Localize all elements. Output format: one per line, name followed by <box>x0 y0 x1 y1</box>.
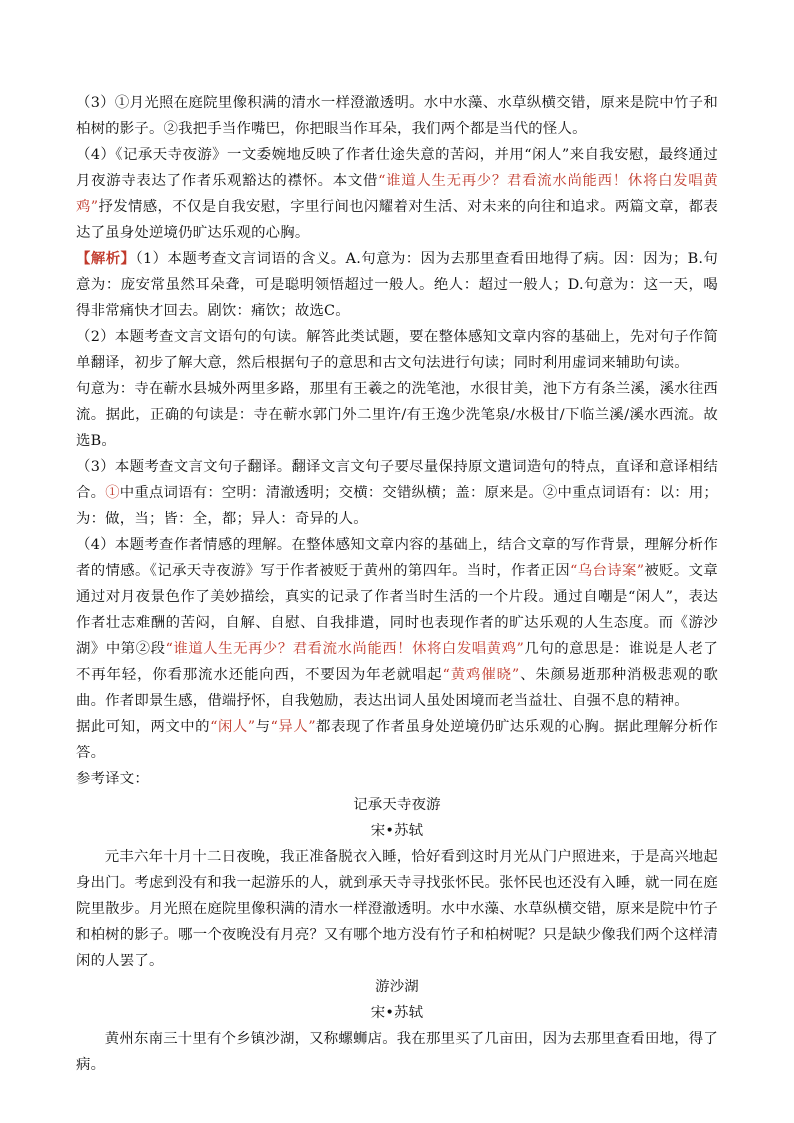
analysis-part4-quote-2: “谁道人生无再少？君看流水尚能西！休将白发唱黄鸡” <box>165 641 525 657</box>
analysis-part4-quote-3: “黄鸡催晓” <box>442 667 520 683</box>
translation-author-2: 宋•苏轼 <box>370 1005 424 1021</box>
analysis-part2: （2）本题考查文言文语句的句读。解答此类试题，要在整体感知文章内容的基础上，先对句子作简单翻译，初步了解大意，然后根据句子的意思和古文句法进行句读；同时利用虚词来辅助句读。 <box>76 329 718 371</box>
analysis-conclusion <box>76 714 718 766</box>
analysis-part1-text: （1）本题考查文言词语的含义。A.句意为：因为去那里查看田地得了病。因：因为；B.句意为：庞安常虽然耳朵聋，可是聪明领悟超过一般人。绝人：超过一般人；D.句意为：这一天，喝得非常痛快才回去。剧饮：痛饮；故选C。 <box>76 251 718 319</box>
analysis-part2-meaning: 句意为：寺在蕲水县城外两里多路，那里有王羲之的洗笔池，水很甘美，池下方有条兰溪，溪水往西流。据此，正确的句读是：寺在蕲水郭门外二里许/有王逸少洗笔泉/水极甘/下临兰溪/溪水西流。故选B。 <box>76 381 718 449</box>
document-body <box>76 90 718 1078</box>
analysis-part4-text-c: 几句的意思是：谁说是人老了不再年轻，你看那流水还能向西，不要因为年老就唱起 <box>76 641 719 683</box>
translation-body-1: 元丰六年十月十二日夜晚，我正准备脱衣入睡，恰好看到这时月光从门户照进来，于是高兴地起身出门。考虑到没有和我一起游乐的人，就到承天寺寻找张怀民。张怀民也还没有入睡，就一同在庭院里散步。月光照在庭院里像积满的清水一样澄澈透明。水中水藻、水草纵横交错，原来是院中竹子和柏树的影子。哪一个夜晚没有月亮？又有哪个地方没有竹子和柏树呢？只是缺少像我们两个这样清闲的人罢了。 <box>76 849 718 969</box>
answer-q4 <box>76 142 718 246</box>
analysis-part4-quote-1: “乌台诗案” <box>570 563 645 579</box>
analysis-part4 <box>76 532 718 714</box>
translation-body-2: 黄州东南三十里有个乡镇沙湖，又称螺蛳店。我在那里买了几亩田，因为去那里查看田地，得了病。 <box>76 1031 718 1073</box>
translation-title-2: 游沙湖 <box>375 979 419 995</box>
translation-title-1: 记承天寺夜游 <box>353 797 441 813</box>
analysis-part3 <box>76 454 718 532</box>
answer-q4-text-b: 抒发情感，不仅是自我安慰，字里行间也闪耀着对生活、对未来的向往和追求。两篇文章，都表达了虽身处逆境仍旷达乐观的心胸。 <box>76 199 718 241</box>
circled-number-1: ① <box>105 485 120 501</box>
analysis-part3-text-b: 中重点词语有：空明：清澈透明；交横：交错纵横；盖：原来是。②中重点词语有：以：用；为：做，当；皆：全，都；异人：奇异的人。 <box>76 485 718 527</box>
analysis-part4-text-d: 、朱颜易逝那种消极悲观的歌曲。作者即景生感，借端抒怀，自我勉励，表达出词人虽处困境而老当益壮、自强不息的精神。 <box>76 667 718 709</box>
analysis-part4-text-b: 被贬。文章通过对月夜景色作了美妙描绘，真实的记录了作者当时生活的一个片段。通过自嘲是“闲人”，表达作者壮志难酬的苦闷，自解、自慰、自我排遣，同时也表现作者的旷达乐观的人生态度。而《游沙湖》中第②段 <box>76 563 718 657</box>
analysis-conclusion-text-b: 与 <box>255 719 271 735</box>
analysis-label: 【解析】 <box>76 250 136 267</box>
reference-translation-label: 参考译文： <box>76 771 149 787</box>
analysis-conclusion-quote-2: “异人” <box>270 719 316 735</box>
translation-author-1: 宋•苏轼 <box>370 823 424 839</box>
answer-q4-text-a: （4）《记承天寺夜游》一文委婉地反映了作者仕途失意的苦闷，并用“闲人”来自我安慰，最终通过月夜游寺表达了作者乐观豁达的襟怀。本文借 <box>76 147 718 189</box>
analysis-part4-text-a: （4）本题考查作者情感的理解。在整体感知文章内容的基础上，结合文章的写作背景，理解分析作者的情感。《记承天寺夜游》写于作者被贬于黄州的第四年。当时，作者正因 <box>76 537 718 579</box>
analysis-conclusion-text-c: 都表现了作者虽身处逆境仍旷达乐观的心胸。据此理解分析作答。 <box>76 719 719 761</box>
answer-q3: （3）①月光照在庭院里像积满的清水一样澄澈透明。水中水藻、水草纵横交错，原来是院中竹子和柏树的影子。②我把手当作嘴巴，你把眼当作耳朵，我们两个都是当代的怪人。 <box>76 95 718 137</box>
answer-q4-quote: “谁道人生无再少？君看流水尚能西！休将白发唱黄鸡” <box>76 173 718 215</box>
analysis-part1 <box>76 246 718 324</box>
analysis-conclusion-text-a: 据此可知，两文中的 <box>76 719 211 735</box>
analysis-part3-text-a: （3）本题考查文言文句子翻译。翻译文言文句子要尽量保持原文遣词造句的特点，直译和意译相结合。 <box>76 459 718 501</box>
analysis-conclusion-quote-1: “闲人” <box>210 719 256 735</box>
